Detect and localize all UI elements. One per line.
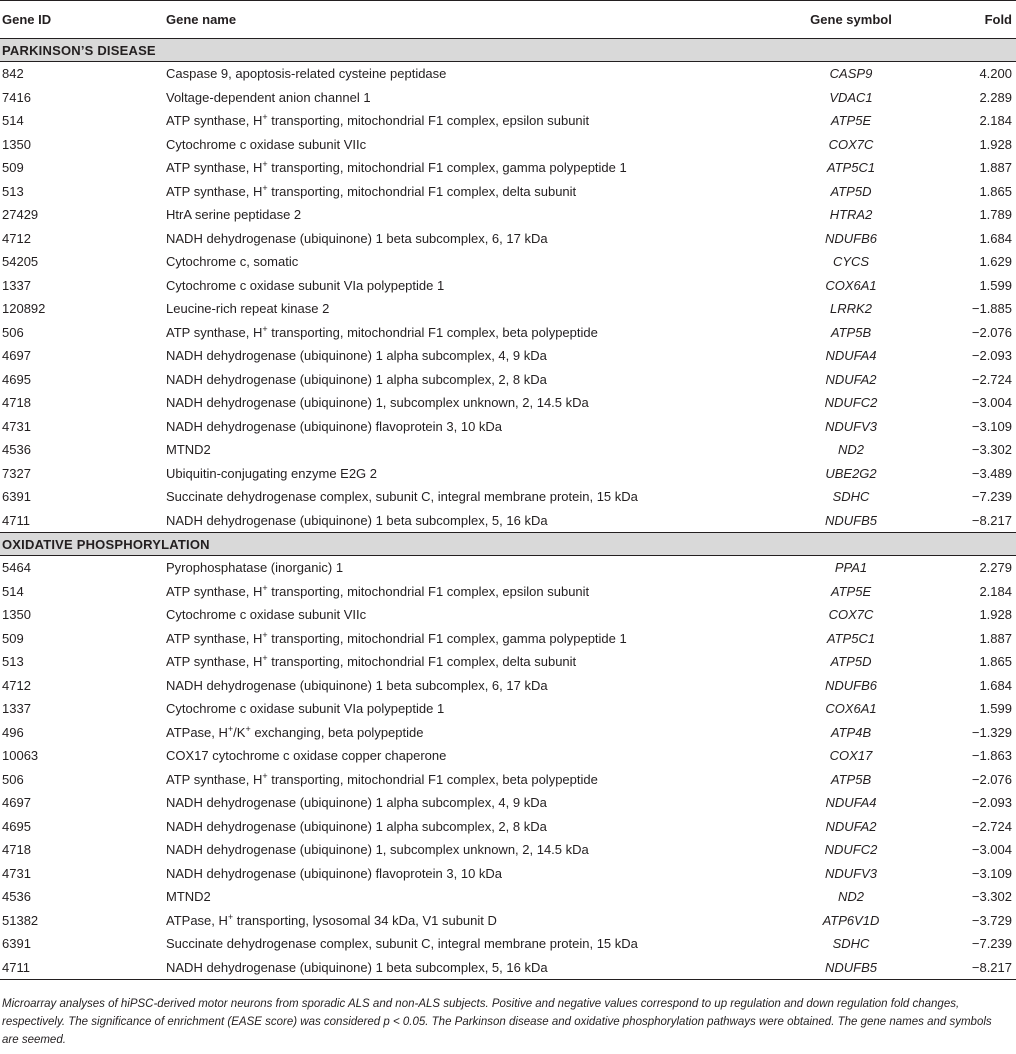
gene-id-cell: 1350 [2, 607, 31, 623]
gene-id-cell: 4718 [2, 842, 31, 858]
gene-name-part: ATP synthase, H [166, 183, 263, 199]
gene-symbol-cell: COX7C [828, 607, 874, 623]
gene-name-cell: Succinate dehydrogenase complex, subunit C, integral membrane protein, 15 kDa [166, 936, 638, 952]
fold-cell: 2.184 [979, 583, 1012, 599]
table-row [0, 509, 1016, 533]
fold-cell: −1.863 [971, 748, 1012, 764]
fold-cell: 1.865 [979, 183, 1012, 199]
gene-id-cell: 506 [2, 324, 24, 340]
gene-name-cell: Cytochrome c oxidase subunit VIa polypeptide 1 [166, 277, 445, 293]
gene-id-cell: 514 [2, 113, 24, 129]
superscript-charge: + [262, 653, 268, 664]
gene-symbol-cell: ND2 [837, 442, 864, 458]
gene-id-cell: 120892 [2, 301, 46, 317]
fold-cell: −7.239 [971, 489, 1012, 505]
fold-cell: −3.489 [971, 465, 1012, 481]
gene-symbol-cell: ATP5B [830, 324, 872, 340]
gene-name-part: transporting, mitochondrial F1 complex, delta subunit [267, 183, 577, 199]
gene-symbol-cell: CASP9 [829, 66, 873, 82]
gene-id-cell: 4712 [2, 677, 31, 693]
table-row [0, 815, 1016, 839]
fold-cell: −2.093 [971, 795, 1012, 811]
table-row [0, 180, 1016, 204]
gene-name-cell: NADH dehydrogenase (ubiquinone) 1 beta subcomplex, 5, 16 kDa [166, 956, 786, 980]
table-row [0, 415, 1016, 439]
fold-cell: 2.184 [979, 113, 1012, 129]
gene-symbol-cell: COX6A1 [825, 277, 877, 293]
table-row [0, 344, 1016, 368]
gene-id-cell: 7327 [2, 465, 31, 481]
fold-cell: 1.865 [979, 654, 1012, 670]
gene-name-part: ATP synthase, H [166, 771, 263, 787]
gene-name-cell: NADH dehydrogenase (ubiquinone) 1 alpha subcomplex, 4, 9 kDa [166, 795, 547, 811]
table-row [0, 768, 1016, 792]
gene-symbol-cell: NDUFB5 [786, 956, 916, 980]
gene-name-cell: NADH dehydrogenase (ubiquinone) 1 beta subcomplex, 6, 17 kDa [166, 677, 548, 693]
superscript-charge: + [262, 582, 268, 593]
gene-id-cell: 509 [2, 630, 24, 646]
gene-name-cell: Cytochrome c oxidase subunit VIa polypeptide 1 [166, 701, 445, 717]
gene-symbol-cell: ATP5C1 [826, 160, 876, 176]
gene-name-cell: Pyrophosphatase (inorganic) 1 [166, 560, 344, 576]
table-row [0, 744, 1016, 768]
gene-name-part: ATP synthase, H [166, 113, 263, 129]
gene-id-cell: 4712 [2, 230, 31, 246]
table-row [0, 862, 1016, 886]
gene-name-cell [166, 109, 786, 133]
gene-name-part: transporting, mitochondrial F1 complex, delta subunit [267, 654, 577, 670]
gene-name-part: transporting, mitochondrial F1 complex, beta polypeptide [267, 771, 598, 787]
gene-name-part: transporting, mitochondrial F1 complex, gamma polypeptide 1 [267, 630, 627, 646]
gene-symbol-cell: NDUFA4 [825, 795, 877, 811]
gene-name-part: ATP synthase, H [166, 324, 263, 340]
header-fold: Fold [916, 1, 1016, 39]
table-header [0, 1, 1016, 39]
gene-name-cell [166, 909, 786, 933]
fold-cell: −1.329 [971, 724, 1012, 740]
fold-cell: 1.684 [979, 677, 1012, 693]
gene-name-cell [166, 321, 786, 345]
superscript-charge: + [262, 159, 268, 170]
table-row [0, 462, 1016, 486]
gene-id-cell: 6391 [2, 936, 31, 952]
fold-cell: 1.599 [979, 277, 1012, 293]
fold-cell: −7.239 [971, 936, 1012, 952]
gene-id-cell: 513 [2, 183, 24, 199]
gene-symbol-cell: NDUFB6 [824, 230, 877, 246]
gene-symbol-cell: VDAC1 [829, 89, 873, 105]
gene-id-cell: 513 [2, 654, 24, 670]
gene-name-cell: NADH dehydrogenase (ubiquinone) 1 alpha subcomplex, 2, 8 kDa [166, 818, 547, 834]
gene-symbol-cell: SDHC [832, 489, 870, 505]
table-row [0, 909, 1016, 933]
superscript-charge: + [227, 723, 234, 734]
gene-id-cell: 514 [2, 583, 24, 599]
gene-name-cell: NADH dehydrogenase (ubiquinone) flavoprotein 3, 10 kDa [166, 418, 503, 434]
gene-name-cell: Caspase 9, apoptosis-related cysteine peptidase [166, 66, 447, 82]
fold-cell: 1.629 [979, 254, 1012, 270]
gene-symbol-cell: ATP5C1 [826, 630, 876, 646]
fold-cell: −3.302 [971, 442, 1012, 458]
gene-id-cell: 4695 [2, 818, 31, 834]
table-row [0, 62, 1016, 86]
gene-name-part: ATPase, H [166, 912, 228, 928]
superscript-charge: + [245, 723, 251, 734]
gene-symbol-cell: ATP5E [830, 583, 872, 599]
fold-cell: −2.093 [971, 348, 1012, 364]
gene-name-cell [166, 180, 786, 204]
section-header [0, 533, 1016, 556]
superscript-charge: + [262, 629, 268, 640]
gene-name-cell: NADH dehydrogenase (ubiquinone) 1 alpha subcomplex, 2, 8 kDa [166, 371, 547, 387]
fold-cell: −3.004 [971, 842, 1012, 858]
header-gene-symbol: Gene symbol [786, 1, 916, 39]
gene-name-cell: Succinate dehydrogenase complex, subunit C, integral membrane protein, 15 kDa [166, 489, 638, 505]
table-row [0, 838, 1016, 862]
gene-id-cell: 4697 [2, 795, 31, 811]
gene-symbol-cell: CYCS [832, 254, 870, 270]
fold-cell: −2.076 [971, 324, 1012, 340]
gene-symbol-cell: NDUFA4 [825, 348, 877, 364]
gene-symbol-cell: ATP5D [830, 183, 872, 199]
gene-symbol-cell: NDUFC2 [824, 842, 878, 858]
gene-id-cell: 4731 [2, 418, 31, 434]
gene-symbol-cell: LRRK2 [830, 301, 872, 317]
gene-symbol-cell: COX7C [828, 136, 874, 152]
gene-name-part: transporting, mitochondrial F1 complex, beta polypeptide [267, 324, 598, 340]
fold-cell: −8.217 [971, 512, 1012, 528]
table-row [0, 627, 1016, 651]
fold-cell: 2.289 [979, 89, 1012, 105]
superscript-charge: + [262, 323, 268, 334]
gene-name-part: transporting, mitochondrial F1 complex, epsilon subunit [267, 583, 590, 599]
gene-name-cell: MTND2 [166, 889, 211, 905]
gene-name-cell [166, 721, 786, 745]
table-row [0, 650, 1016, 674]
gene-symbol-cell: SDHC [832, 936, 870, 952]
gene-id-cell: 1337 [2, 277, 31, 293]
gene-id-cell: 54205 [2, 254, 39, 270]
gene-name-cell: Cytochrome c oxidase subunit VIIc [166, 136, 367, 152]
gene-name-part: transporting, lysosomal 34 kDa, V1 subunit D [233, 912, 497, 928]
gene-name-cell: Leucine-rich repeat kinase 2 [166, 301, 330, 317]
table-row [0, 250, 1016, 274]
gene-name-cell: NADH dehydrogenase (ubiquinone) 1, subcomplex unknown, 2, 14.5 kDa [166, 395, 589, 411]
gene-name-part: ATP synthase, H [166, 583, 263, 599]
table-footnote: Microarray analyses of hiPSC-derived motor neurons from sporadic ALS and non-ALS subjects. Positive and negative values correspond to up regulation and down regulation fold changes, respectively. The significance of enrichment (EASE score) was considered p < 0.05. The Parkinson disease and oxidative phosphorylation pathways were obtained. The gene names and symbols are seemed. [2, 998, 992, 1046]
fold-cell: 1.887 [979, 630, 1012, 646]
gene-symbol-cell: NDUFC2 [824, 395, 878, 411]
section-title: PARKINSON’S DISEASE [0, 39, 1016, 62]
gene-name-cell [166, 627, 786, 651]
gene-id-cell: 4731 [2, 865, 31, 881]
gene-name-cell: HtrA serine peptidase 2 [166, 207, 302, 223]
gene-symbol-cell: NDUFA2 [825, 818, 877, 834]
gene-symbol-cell: NDUFV3 [824, 418, 877, 434]
gene-name-cell: Ubiquitin-conjugating enzyme E2G 2 [166, 465, 378, 481]
fold-cell: 1.789 [979, 207, 1012, 223]
gene-symbol-cell: ATP6V1D [822, 912, 880, 928]
fold-cell: −2.076 [971, 771, 1012, 787]
gene-name-cell: NADH dehydrogenase (ubiquinone) 1 beta subcomplex, 5, 16 kDa [166, 512, 548, 528]
table-row [0, 368, 1016, 392]
fold-cell: −3.729 [971, 912, 1012, 928]
table-row [0, 321, 1016, 345]
gene-name-part: ATPase, H [166, 724, 228, 740]
gene-symbol-cell: HTRA2 [829, 207, 873, 223]
gene-id-cell: 506 [2, 771, 24, 787]
gene-name-cell: Cytochrome c, somatic [166, 254, 299, 270]
fold-cell: 1.599 [979, 701, 1012, 717]
table-row [0, 603, 1016, 627]
gene-id-cell: 4695 [2, 371, 31, 387]
gene-symbol-cell: UBE2G2 [825, 465, 877, 481]
gene-name-part: ATP synthase, H [166, 160, 263, 176]
gene-id-cell: 1350 [2, 136, 31, 152]
gene-symbol-cell: ND2 [837, 889, 864, 905]
gene-name-cell [166, 650, 786, 674]
fold-cell: 1.928 [979, 607, 1012, 623]
table-row [0, 485, 1016, 509]
gene-name-cell: MTND2 [166, 442, 211, 458]
fold-cell: 1.684 [979, 230, 1012, 246]
superscript-charge: + [227, 911, 234, 922]
gene-name-cell: Cytochrome c oxidase subunit VIIc [166, 607, 367, 623]
table-row [0, 391, 1016, 415]
gene-id-cell: 5464 [2, 560, 31, 576]
gene-symbol-cell: NDUFV3 [824, 865, 877, 881]
fold-cell: −2.724 [971, 371, 1012, 387]
gene-name-cell: COX17 cytochrome c oxidase copper chaperone [166, 748, 447, 764]
gene-id-cell: 496 [2, 724, 24, 740]
gene-id-cell: 4536 [2, 889, 31, 905]
table-row [0, 580, 1016, 604]
gene-id-cell: 4718 [2, 395, 31, 411]
gene-symbol-cell: ATP5B [830, 771, 872, 787]
gene-name-cell [166, 768, 786, 792]
gene-symbol-cell: ATP4B [830, 724, 872, 740]
gene-name-cell: NADH dehydrogenase (ubiquinone) 1, subcomplex unknown, 2, 14.5 kDa [166, 842, 589, 858]
gene-name-cell [166, 156, 786, 180]
table-row [0, 109, 1016, 133]
table-row [0, 791, 1016, 815]
fold-cell: −3.109 [971, 865, 1012, 881]
gene-name-cell: NADH dehydrogenase (ubiquinone) flavoprotein 3, 10 kDa [166, 865, 503, 881]
table-row [0, 86, 1016, 110]
gene-name-part: ATP synthase, H [166, 630, 263, 646]
table-body [0, 39, 1016, 980]
gene-name-cell: NADH dehydrogenase (ubiquinone) 1 alpha subcomplex, 4, 9 kDa [166, 348, 547, 364]
fold-cell: 1.887 [979, 160, 1012, 176]
gene-id-cell: 7416 [2, 89, 31, 105]
gene-name-part: transporting, mitochondrial F1 complex, gamma polypeptide 1 [267, 160, 627, 176]
section-title: OXIDATIVE PHOSPHORYLATION [0, 533, 1016, 556]
gene-name-part: ATP synthase, H [166, 654, 263, 670]
fold-cell: −8.217 [916, 956, 1016, 980]
gene-name-cell: Voltage-dependent anion channel 1 [166, 89, 371, 105]
fold-cell: 4.200 [979, 66, 1012, 82]
gene-id-cell: 4711 [0, 956, 166, 980]
gene-id-cell: 51382 [2, 912, 39, 928]
gene-id-cell: 4711 [2, 512, 30, 528]
gene-id-cell: 509 [2, 160, 24, 176]
fold-cell: 2.279 [979, 560, 1012, 576]
gene-id-cell: 4536 [2, 442, 31, 458]
fold-cell: −3.302 [971, 889, 1012, 905]
table-row [0, 932, 1016, 956]
table-row [0, 438, 1016, 462]
table-row [0, 274, 1016, 298]
gene-symbol-cell: ATP5E [830, 113, 872, 129]
table-row [0, 133, 1016, 157]
table-row [0, 721, 1016, 745]
gene-id-cell: 1337 [2, 701, 31, 717]
gene-symbol-cell: COX6A1 [825, 701, 877, 717]
superscript-charge: + [262, 182, 268, 193]
fold-cell: −2.724 [971, 818, 1012, 834]
table-row [0, 956, 1016, 980]
superscript-charge: + [262, 770, 268, 781]
gene-id-cell: 6391 [2, 489, 31, 505]
table-row [0, 674, 1016, 698]
gene-id-cell: 4697 [2, 348, 31, 364]
gene-id-cell: 842 [2, 66, 24, 82]
gene-name-part: transporting, mitochondrial F1 complex, epsilon subunit [267, 113, 590, 129]
fold-cell: 1.928 [979, 136, 1012, 152]
fold-cell: −1.885 [971, 301, 1012, 317]
gene-name-part: exchanging, beta polypeptide [250, 724, 424, 740]
gene-symbol-cell: COX17 [829, 748, 873, 764]
table-row [0, 885, 1016, 909]
gene-symbol-cell: PPA1 [834, 560, 868, 576]
table-row [0, 297, 1016, 321]
table-row [0, 203, 1016, 227]
header-gene-id: Gene ID [0, 1, 166, 39]
gene-symbol-cell: NDUFB6 [824, 677, 877, 693]
gene-name-part: /K [233, 724, 246, 740]
gene-id-cell: 10063 [2, 748, 39, 764]
table-row [0, 156, 1016, 180]
superscript-charge: + [262, 112, 268, 123]
table-row [0, 556, 1016, 580]
gene-id-cell: 27429 [2, 207, 39, 223]
gene-symbol-cell: NDUFA2 [825, 371, 877, 387]
gene-symbol-cell: NDUFB5 [824, 512, 877, 528]
table-row [0, 697, 1016, 721]
section-header [0, 39, 1016, 62]
gene-name-cell: NADH dehydrogenase (ubiquinone) 1 beta subcomplex, 6, 17 kDa [166, 230, 548, 246]
fold-cell: −3.109 [971, 418, 1012, 434]
fold-cell: −3.004 [971, 395, 1012, 411]
gene-symbol-cell: ATP5D [830, 654, 872, 670]
gene-name-cell [166, 580, 786, 604]
table-row [0, 227, 1016, 251]
header-gene-name: Gene name [166, 1, 786, 39]
